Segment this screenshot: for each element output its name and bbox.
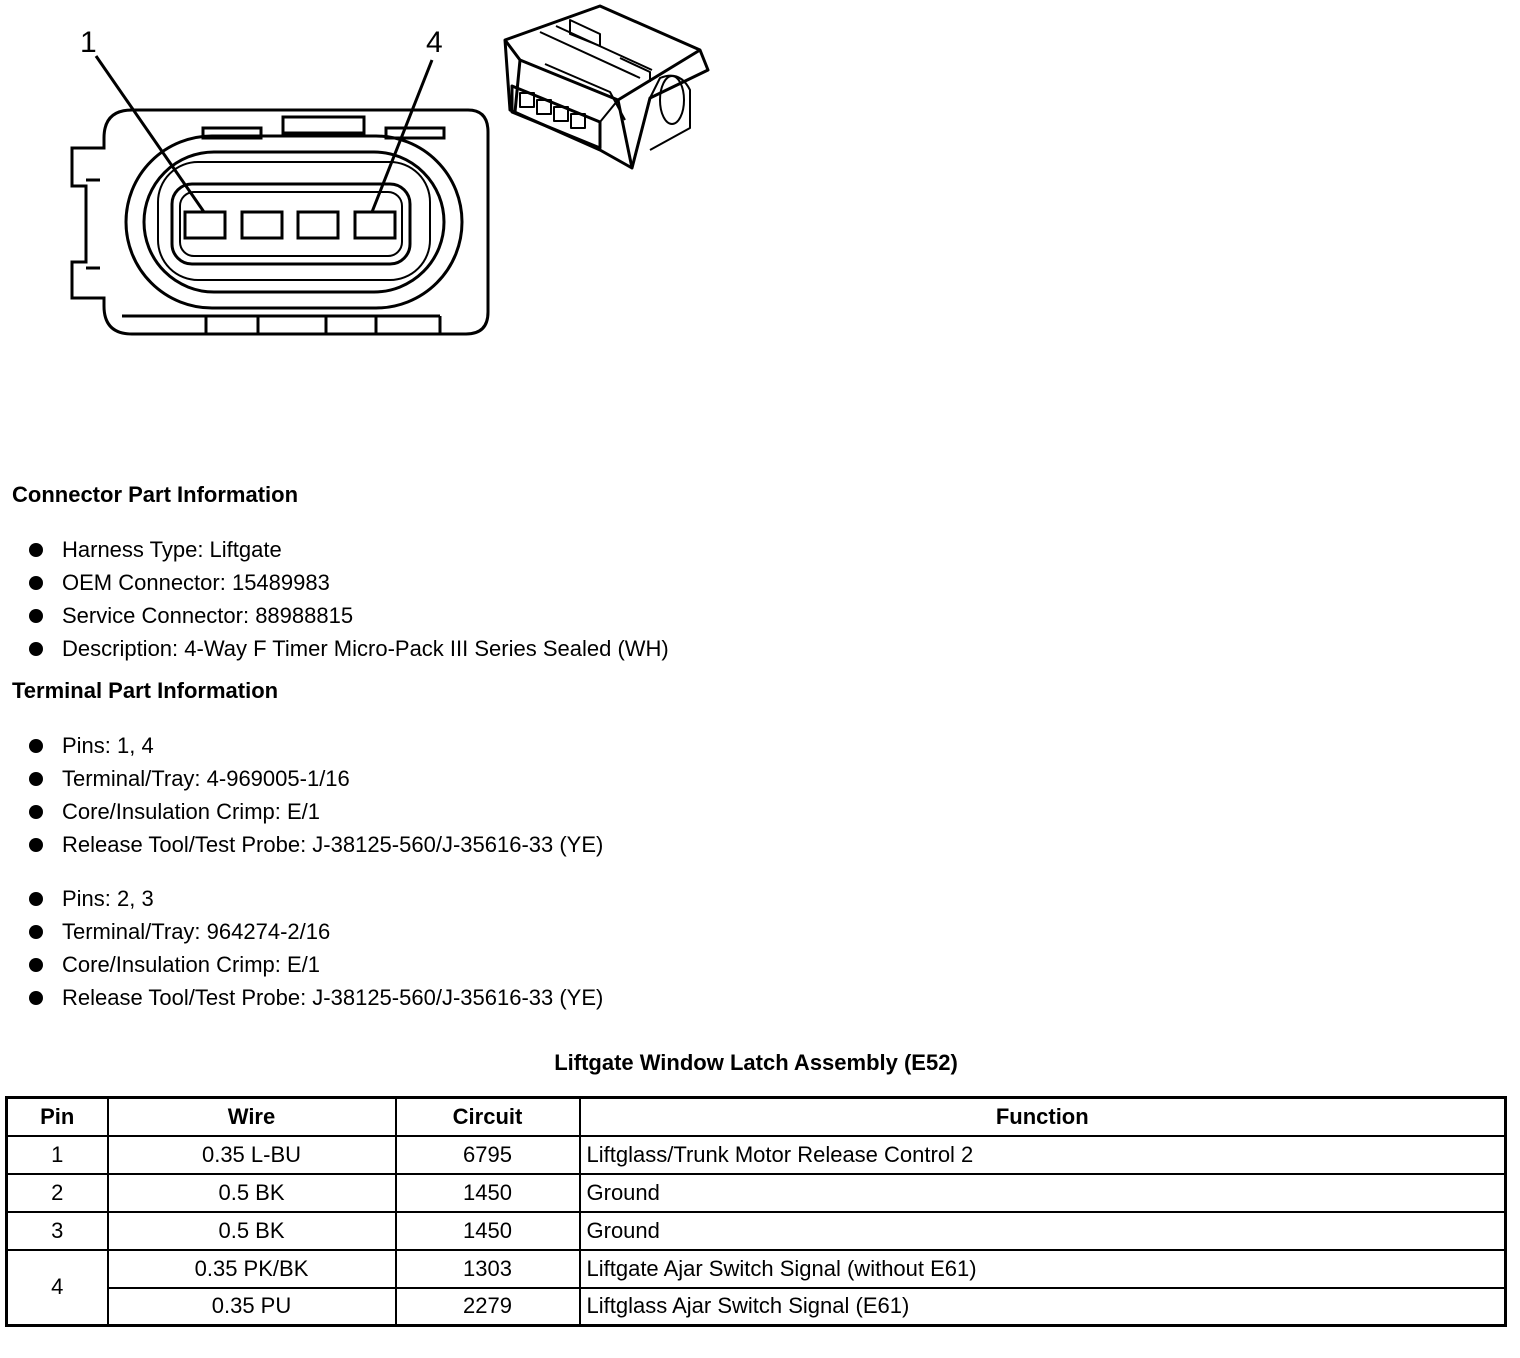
list-item: Release Tool/Test Probe: J-38125-560/J-35616-33 (YE): [28, 981, 603, 1014]
connector-isometric-view: [505, 6, 708, 168]
list-item: Harness Type: Liftgate: [28, 533, 669, 566]
cell-pin: 4: [7, 1250, 108, 1326]
pin-cavity-2: [242, 212, 282, 238]
pin-cavity-4: [355, 212, 395, 238]
header-pin: Pin: [7, 1098, 108, 1136]
cell-circuit: 1303: [396, 1250, 580, 1288]
pin-table: [5, 1096, 1507, 1327]
table-row: [7, 1250, 1506, 1288]
pin-label-4: 4: [426, 26, 443, 59]
cell-function: Liftglass Ajar Switch Signal (E61): [580, 1288, 1506, 1326]
pin-1-leader: [96, 56, 204, 212]
list-item: Terminal/Tray: 4-969005-1/16: [28, 762, 603, 795]
cell-wire: 0.35 PU: [108, 1288, 396, 1326]
cell-function: Ground: [580, 1212, 1506, 1250]
header-wire: Wire: [108, 1098, 396, 1136]
cell-wire: 0.35 PK/BK: [108, 1250, 396, 1288]
connector-info-list: [28, 533, 669, 665]
list-item: Service Connector: 88988815: [28, 599, 669, 632]
terminal-info-list-2: [28, 882, 603, 1014]
list-item: Pins: 2, 3: [28, 882, 603, 915]
cell-function: Liftglass/Trunk Motor Release Control 2: [580, 1136, 1506, 1174]
cell-circuit: 1450: [396, 1174, 580, 1212]
terminal-info-list-1: [28, 729, 603, 861]
cell-function: Ground: [580, 1174, 1506, 1212]
top-latch-tab: [283, 117, 364, 133]
list-item: OEM Connector: 15489983: [28, 566, 669, 599]
cell-circuit: 6795: [396, 1136, 580, 1174]
list-item: Pins: 1, 4: [28, 729, 603, 762]
connector-info-heading: Connector Part Information: [12, 482, 299, 507]
list-item: Description: 4-Way F Timer Micro-Pack III Series Sealed (WH): [28, 632, 669, 665]
terminal-info-heading: Terminal Part Information: [12, 678, 279, 703]
cell-pin: 3: [7, 1212, 108, 1250]
table-header-row: [7, 1098, 1506, 1136]
cell-function: Liftgate Ajar Switch Signal (without E61): [580, 1250, 1506, 1288]
cell-wire: 0.35 L-BU: [108, 1136, 396, 1174]
connector-diagram: [0, 0, 730, 350]
list-item: Core/Insulation Crimp: E/1: [28, 795, 603, 828]
connector-housing: [72, 110, 488, 334]
pin-label-1: 1: [80, 26, 97, 59]
table-row: [7, 1288, 1506, 1326]
cell-circuit: 2279: [396, 1288, 580, 1326]
pin-cavity-3: [298, 212, 338, 238]
cell-circuit: 1450: [396, 1212, 580, 1250]
cell-wire: 0.5 BK: [108, 1212, 396, 1250]
list-item: Release Tool/Test Probe: J-38125-560/J-35616-33 (YE): [28, 828, 603, 861]
list-item: Core/Insulation Crimp: E/1: [28, 948, 603, 981]
header-circuit: Circuit: [396, 1098, 580, 1136]
table-title: Liftgate Window Latch Assembly (E52): [554, 1050, 958, 1075]
list-item: Terminal/Tray: 964274-2/16: [28, 915, 603, 948]
table-row: [7, 1136, 1506, 1174]
pin-cavity-1: [185, 212, 225, 238]
cell-wire: 0.5 BK: [108, 1174, 396, 1212]
cell-pin: 2: [7, 1174, 108, 1212]
pin-cavity-body: [172, 184, 410, 264]
table-row: [7, 1174, 1506, 1212]
table-row: [7, 1212, 1506, 1250]
header-function: Function: [580, 1098, 1506, 1136]
cell-pin: 1: [7, 1136, 108, 1174]
